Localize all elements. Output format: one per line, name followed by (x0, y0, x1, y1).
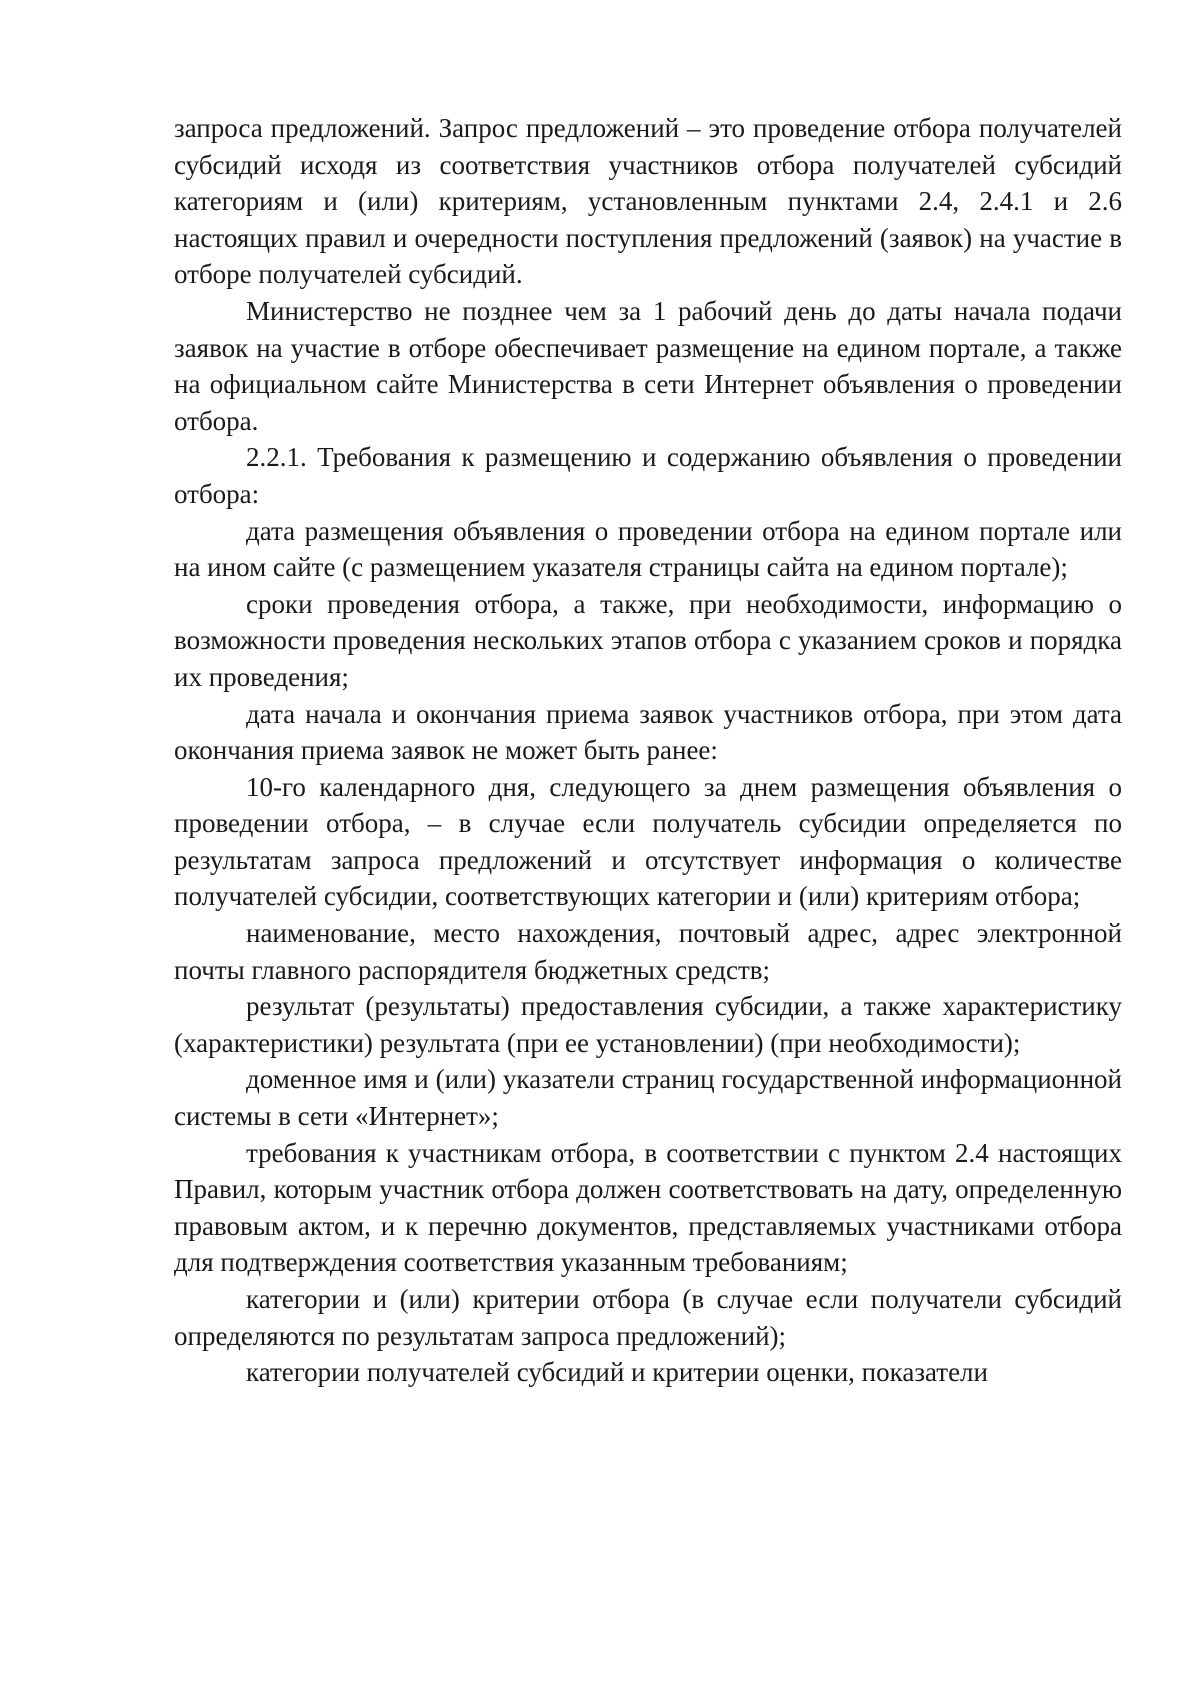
paragraph-5: сроки проведения отбора, а также, при необходимости, информацию о возможности проведения нескольких этапов отбора с указанием сроков и порядка их проведения; (174, 588, 1122, 692)
paragraph-3: 2.2.1. Требования к размещению и содержанию объявления о проведении отбора: (174, 442, 1122, 509)
paragraph-7: 10-го календарного дня, следующего за днем размещения объявления о проведении отбора, – в случае если получатель субсидии определяется по результатам запроса предложений и отсутствует информация о количестве получателей субсидии, соответствующих категории и (или) критериям отбора; (174, 771, 1122, 912)
paragraph-13: категории получателей субсидий и критерии оценки, показатели (246, 1357, 988, 1388)
paragraph-4: дата размещения объявления о проведении отбора на едином портале или на ином сайте (с размещением указателя страницы сайта на едином портале); (174, 515, 1122, 583)
paragraph-2: Министерство не позднее чем за 1 рабочий день до даты начала подачи заявок на участие в отборе обеспечивает размещение на едином портале, а также на официальном сайте Министерства в сети Интернет объявления о проведении отбора. (174, 295, 1122, 436)
paragraph-11: требования к участникам отбора, в соответствии с пунктом 2.4 настоящих Правил, которым участник отбора должен соответствовать на дату, определенную правовым актом, и к перечню документов, представляемых участниками отбора для подтверждения соответствия указанным требованиям; (174, 1137, 1122, 1278)
paragraph-12: категории и (или) критерии отбора (в случае если получатели субсидий определяются по результатам запроса предложений); (174, 1284, 1122, 1351)
paragraph-9: результат (результаты) предоставления субсидии, а также характеристику (характеристики) результата (при ее установлении) (при необходимости); (174, 991, 1122, 1058)
paragraph-10: доменное имя и (или) указатели страниц государственной информационной системы в сети «Интернет»; (174, 1064, 1122, 1132)
document-body (174, 110, 1122, 1391)
paragraph-6: дата начала и окончания приема заявок участников отбора, при этом дата окончания приема заявок не может быть ранее: (174, 698, 1122, 766)
paragraph-8: наименование, место нахождения, почтовый адрес, адрес электронной почты главного распорядителя бюджетных средств; (174, 918, 1122, 985)
paragraph-1: запроса предложений. Запрос предложений – это проведение отбора получателей субсидий исходя из соответствия участников отбора получателей субсидий категориям и (или) критериям, установленным пунктами 2.4, 2.4.1 и 2.6 настоящих правил и очередности поступления предложений (заявок) на участие в отборе получателей субсидий. (174, 113, 1122, 290)
